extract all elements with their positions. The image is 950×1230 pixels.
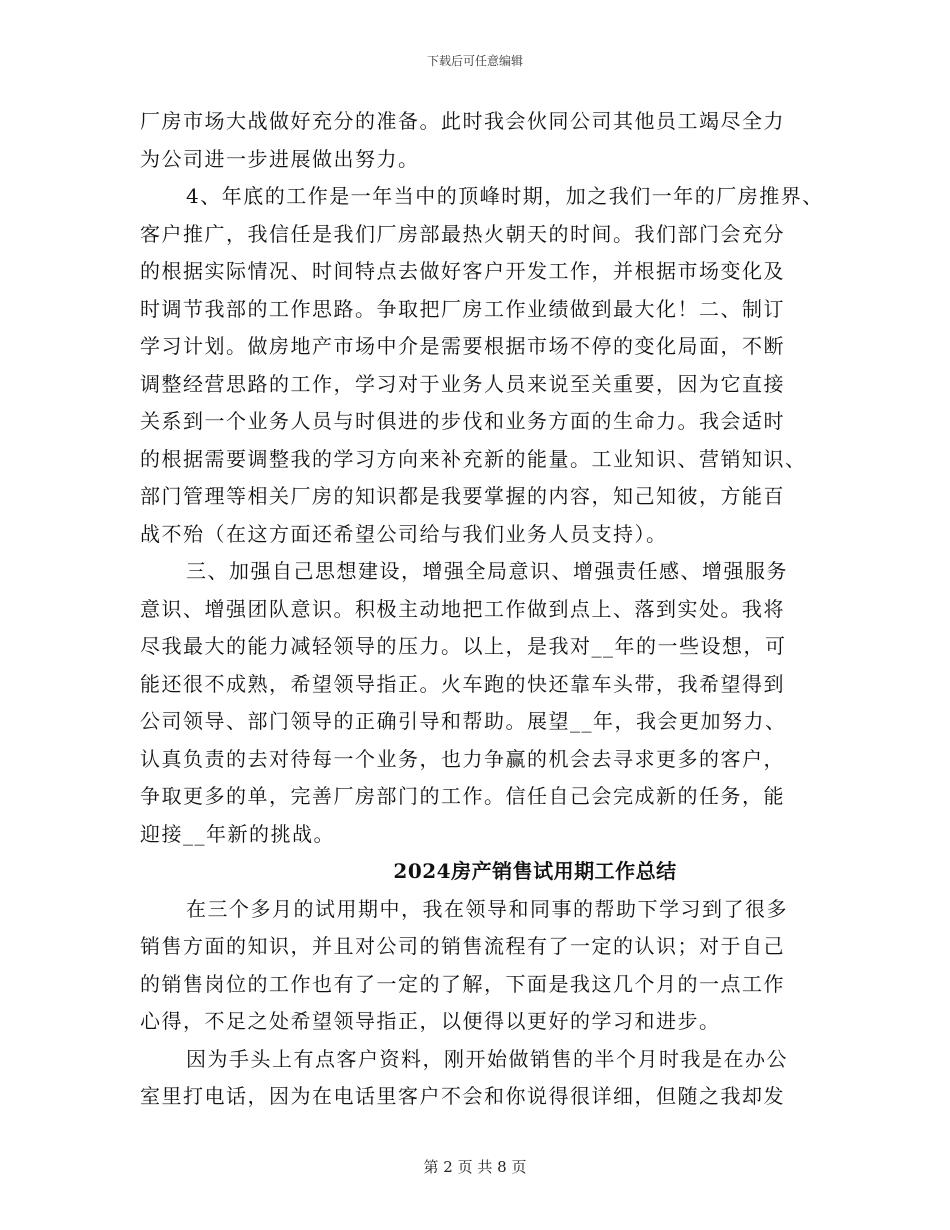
text-line: 的销售岗位的工作也有了一定的了解，下面是我这几个月的一点工作	[140, 971, 785, 996]
text-line: 争取更多的单，完善厂房部门的工作。信任自己会完成新的任务，能	[140, 784, 785, 808]
text-line: 客户推广，我信任是我们厂房部最热火朝天的时间。我们部门会充分	[140, 221, 785, 246]
text-line: 战不殆（在这方面还希望公司给与我们业务人员支持）。	[140, 521, 668, 546]
document-body	[140, 103, 840, 1116]
text-line: 尽我最大的能力减轻领导的压力。以上，是我对__年的一些设想，可	[140, 634, 787, 658]
page-footer: 第 2 页 共 8 页	[423, 1158, 527, 1176]
text-line: 4、年底的工作是一年当中的顶峰时期，加之我们一年的厂房推界、	[186, 184, 824, 208]
text-line: 认真负责的去对待每一个业务，也力争赢的机会去寻求更多的客户，	[140, 746, 785, 771]
text-line: 迎接__年新的挑战。	[140, 821, 335, 846]
text-line: 厂房市场大战做好充分的准备。此时我会伙同公司其他员工竭尽全力	[140, 109, 785, 133]
text-line: 销售方面的知识，并且对公司的销售流程有了一定的认识；对于自己	[140, 934, 785, 958]
text-line: 的根据实际情况、时间特点去做好客户开发工作，并根据市场变化及	[140, 259, 785, 283]
text-line: 学习计划。做房地产市场中介是需要根据市场不停的变化局面，不断	[140, 334, 785, 358]
text-line: 调整经营思路的工作，学习对于业务人员来说至关重要，因为它直接	[140, 371, 785, 396]
text-line: 公司领导、部门领导的正确引导和帮助。展望__年，我会更加努力、	[140, 709, 787, 733]
text-line: 意识、增强团队意识。积极主动地把工作做到点上、落到实处。我将	[140, 596, 785, 621]
text-line: 部门管理等相关厂房的知识都是我要掌握的内容，知己知彼，方能百	[140, 484, 785, 508]
section-heading: 2024房产销售试用期工作总结	[393, 859, 677, 883]
text-line: 的根据需要调整我的学习方向来补充新的能量。工业知识、营销知识、	[140, 446, 807, 471]
text-line: 在三个多月的试用期中，我在领导和同事的帮助下学习到了很多	[186, 896, 788, 921]
text-line: 为公司进一步进展做出努力。	[140, 146, 420, 171]
text-line: 心得，不足之处希望领导指正，以便得以更好的学习和进步。	[140, 1009, 721, 1033]
text-line: 能还很不成熟，希望领导指正。火车跑的快还靠车头带，我希望得到	[140, 671, 785, 696]
page-header: 下载后可任意编辑	[426, 54, 523, 68]
text-line: 关系到一个业务人员与时俱进的步伐和业务方面的生命力。我会适时	[140, 409, 785, 433]
text-line: 室里打电话，因为在电话里客户不会和你说得很详细，但随之我却发	[140, 1084, 785, 1108]
text-line: 三、加强自己思想建设，增强全局意识、增强责任感、增强服务	[186, 559, 788, 583]
text-line: 因为手头上有点客户资料，刚开始做销售的半个月时我是在办公	[186, 1046, 788, 1071]
text-line: 时调节我部的工作思路。争取把厂房工作业绩做到最大化！二、制订	[140, 296, 785, 321]
